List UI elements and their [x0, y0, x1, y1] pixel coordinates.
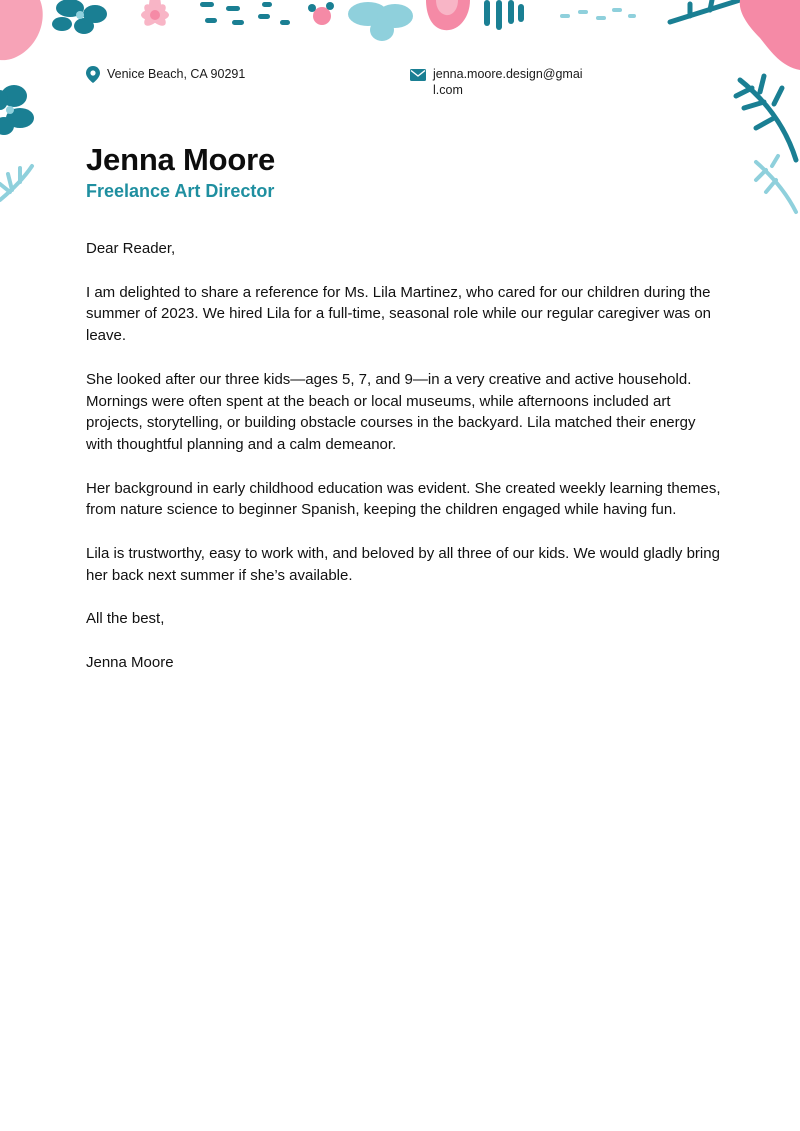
- paragraph: I am delighted to share a reference for Ms. Lila Martinez, who cared for our children during the summer of 2023. We hired Lila for a full-time, seasonal role while our regular caregiver was on leave.: [86, 283, 712, 345]
- envelope-icon: [410, 68, 426, 86]
- letter-body: [86, 238, 726, 696]
- paragraph: She looked after our three kids—ages 5, 7, and 9—in a very creative and active household. Mornings were often spent at the beach or local museums, while afternoons included art projects, storytelling, or building obstacle courses in the backyard. Lila matched their energy with thoughtful planning and a calm demeanor.: [86, 370, 696, 453]
- email-link[interactable]: jenna.moore.design@gmail.com: [433, 67, 583, 97]
- paragraph: Lila is trustworthy, easy to work with, and beloved by all three of our kids. We would gladly bring her back next summer if she’s available.: [86, 545, 720, 584]
- author-name: Jenna Moore: [86, 142, 276, 177]
- location-text: Venice Beach, CA 90291: [107, 67, 246, 81]
- signature: Jenna Moore: [86, 654, 174, 672]
- paragraph: Her background in early childhood education was evident. She created weekly learning themes, from nature science to beginner Spanish, keeping the children engaged while having fun.: [86, 479, 721, 519]
- contact-location: [86, 66, 245, 88]
- author-title: Freelance Art Director: [86, 181, 275, 201]
- salutation: Dear Reader,: [86, 240, 176, 257]
- map-pin-icon: [86, 66, 100, 88]
- contact-email: [410, 66, 610, 98]
- closing: All the best,: [86, 610, 165, 628]
